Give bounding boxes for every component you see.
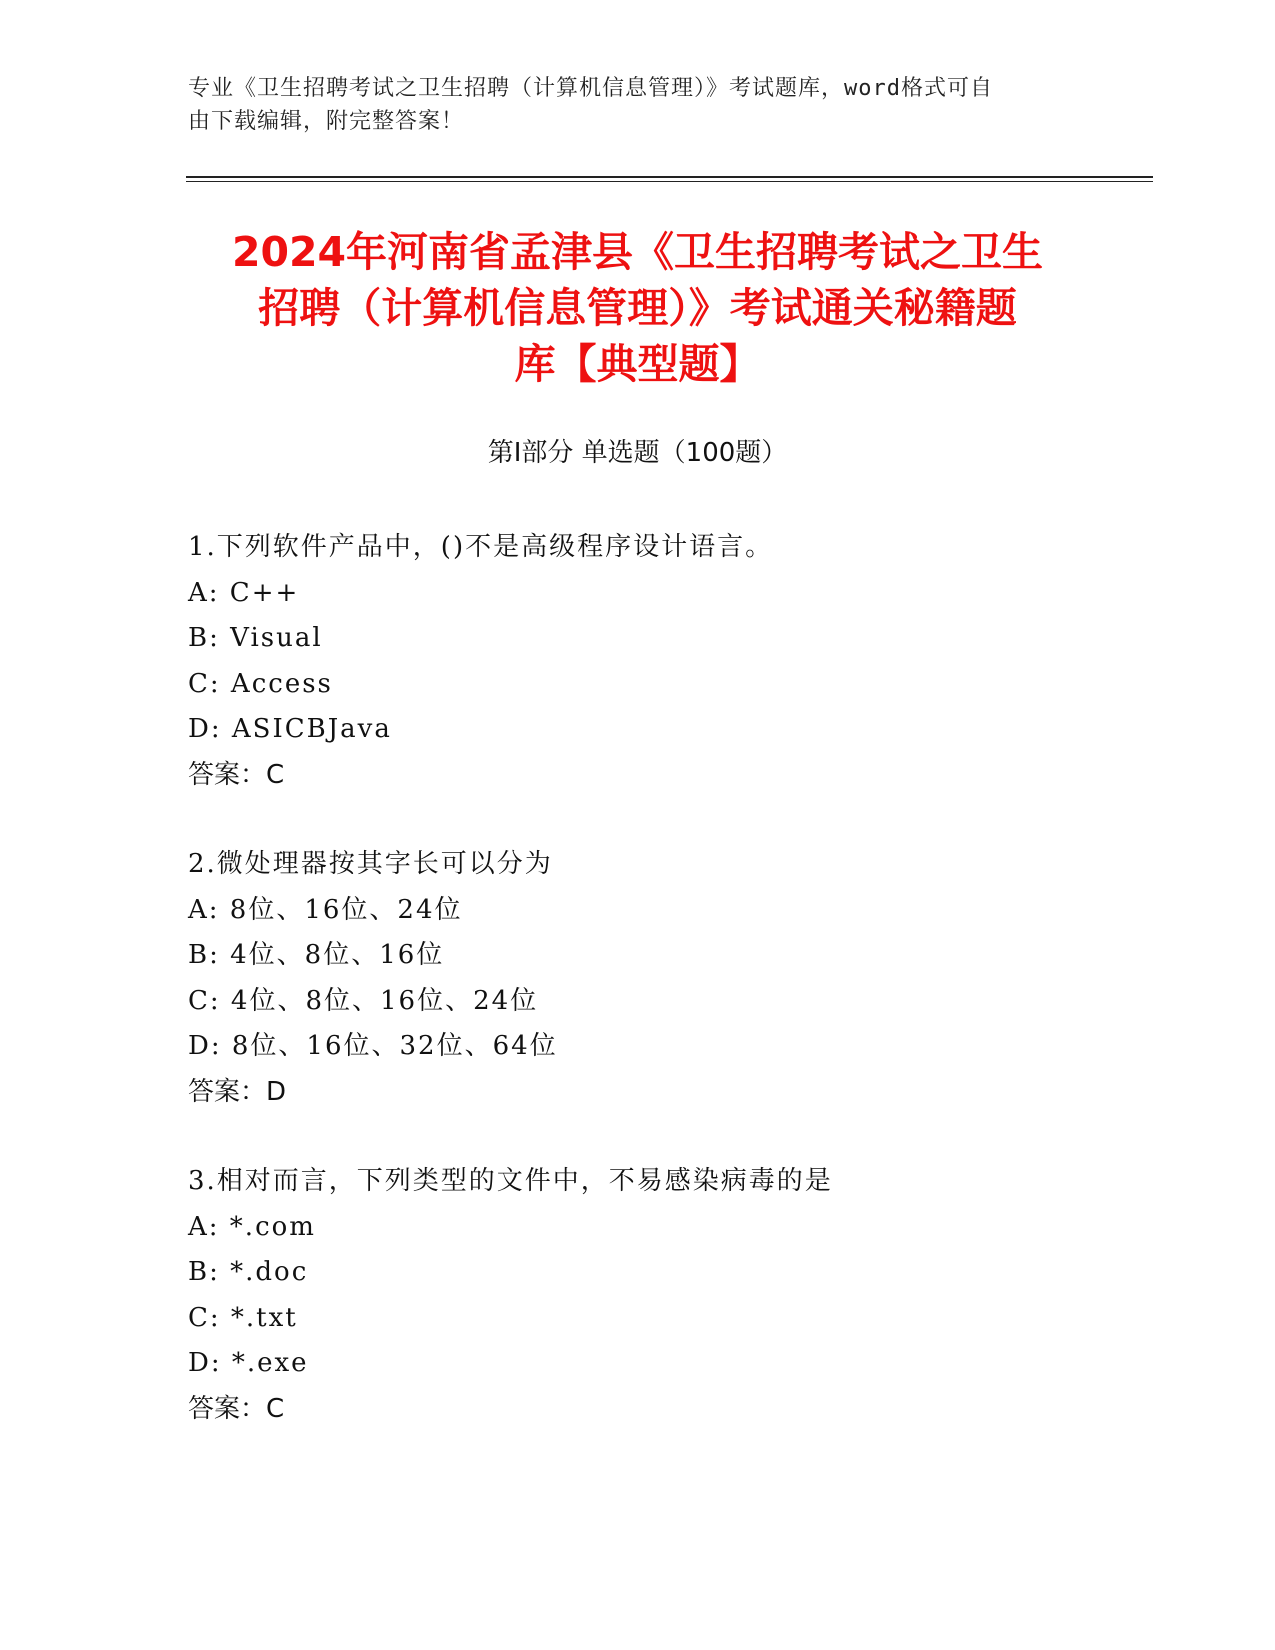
option-c: C: Access <box>188 668 333 699</box>
document-title-line-1: 2024年河南省孟津县《卫生招聘考试之卫生 <box>231 228 1044 276</box>
header-divider-thick <box>186 176 1153 178</box>
option-b: B: 4位、8位、16位 <box>188 940 445 970</box>
option-b: B: *.doc <box>188 1257 309 1287</box>
option-d: D: ASICBJava <box>188 714 392 744</box>
header-divider-thin <box>186 181 1153 182</box>
option-a: A: *.com <box>188 1211 316 1242</box>
option-d: D: 8位、16位、32位、64位 <box>188 1031 558 1061</box>
header-note-line-2: 由下载编辑，附完整答案！ <box>188 109 465 134</box>
question-stem: 3.相对而言，下列类型的文件中，不易感染病毒的是 <box>188 1166 833 1196</box>
question-item <box>188 525 1088 798</box>
header-note-line-1: 专业《卫生招聘考试之卫生招聘（计算机信息管理）》考试题库，word格式可自 <box>188 76 993 101</box>
option-c: C: *.txt <box>188 1302 298 1333</box>
option-a: A: 8位、16位、24位 <box>188 894 463 925</box>
answer: 答案：C <box>188 759 285 790</box>
question-item <box>188 842 1088 1115</box>
option-d: D: *.exe <box>188 1348 309 1378</box>
question-stem: 1.下列软件产品中，()不是高级程序设计语言。 <box>188 532 774 562</box>
option-b: B: Visual <box>188 623 323 653</box>
document-title-line-3: 库【典型题】 <box>514 340 761 388</box>
question-list <box>188 525 1088 1476</box>
option-c: C: 4位、8位、16位、24位 <box>188 985 539 1016</box>
question-stem: 2.微处理器按其字长可以分为 <box>188 849 553 879</box>
document-title-line-2: 招聘（计算机信息管理）》考试通关秘籍题 <box>258 284 1017 332</box>
header-note <box>188 72 1068 138</box>
option-a: A: C++ <box>188 577 300 608</box>
answer: 答案：C <box>188 1393 285 1424</box>
answer: 答案：D <box>188 1076 287 1107</box>
question-item <box>188 1159 1088 1432</box>
section-heading: 第I部分 单选题（100题） <box>487 438 788 468</box>
document-title <box>150 224 1125 392</box>
